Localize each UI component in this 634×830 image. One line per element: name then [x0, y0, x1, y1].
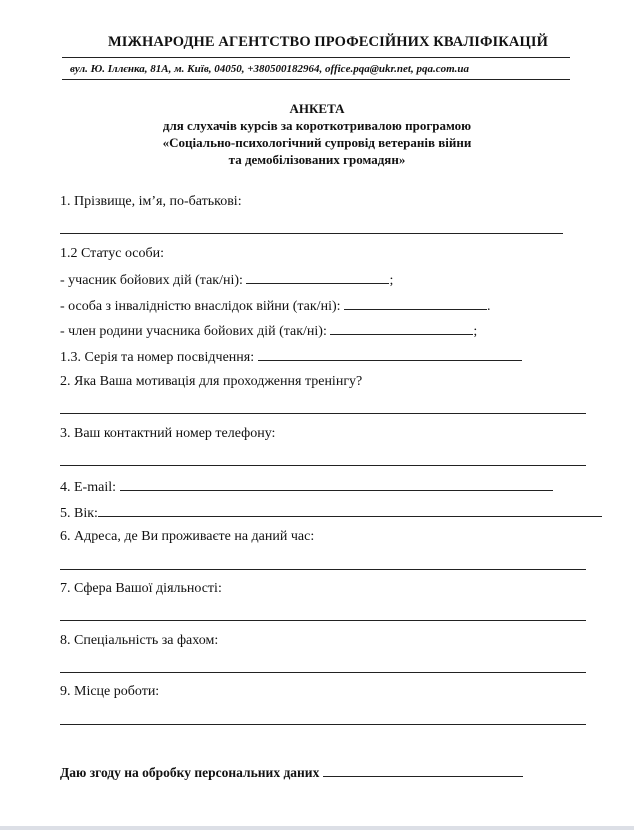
question-status: 1.2 Статус особи:: [60, 246, 165, 261]
header-rule-bottom: [62, 79, 570, 80]
page-bottom-edge: [0, 826, 634, 830]
question-address: 6. Адреса, де Ви проживаєте на даний час:: [60, 529, 315, 544]
organization-name: МІЖНАРОДНЕ АГЕНТСТВО ПРОФЕСІЙНИХ КВАЛІФІКАЦІЙ: [108, 34, 548, 50]
status-combatant-end: ;: [389, 273, 394, 288]
address-input-line[interactable]: [60, 569, 586, 570]
question-email: 4. E-mail:: [60, 480, 120, 495]
consent-row: [60, 763, 523, 781]
question-specialty: 8. Спеціальність за фахом:: [60, 633, 219, 648]
full-name-input-line[interactable]: [60, 233, 563, 234]
status-disability-end: .: [487, 299, 491, 314]
workplace-input-line[interactable]: [60, 724, 586, 725]
status-combatant-row: [60, 270, 393, 290]
question-age: 5. Вік:: [60, 506, 98, 521]
status-disability-label: - особа з інвалідністю внаслідок війни (так/ні):: [60, 299, 345, 314]
organization-address: вул. Ю. Іллєнка, 81А, м. Київ, 04050, +380500182964, office.pqa@ukr.net, pqa.com.ua: [70, 63, 470, 75]
consent-label: Даю згоду на обробку персональних даних: [60, 765, 323, 780]
question-workplace: 9. Місце роботи:: [60, 684, 160, 699]
form-subtitle-2: «Соціально-психологічний супровід ветеранів війни: [162, 135, 472, 150]
specialty-input-line[interactable]: [60, 672, 586, 673]
form-title: АНКЕТА: [289, 101, 345, 116]
email-row: [60, 477, 553, 497]
age-row: [60, 503, 602, 523]
form-subtitle-3: та демобілізованих громадян»: [228, 152, 406, 167]
phone-input-line[interactable]: [60, 465, 586, 466]
email-input-line[interactable]: [120, 477, 553, 491]
header-rule-top: [62, 57, 570, 58]
age-input-line[interactable]: [98, 503, 602, 517]
status-family-end: ;: [473, 324, 478, 339]
motivation-input-line[interactable]: [60, 413, 586, 414]
consent-signature-line[interactable]: [323, 763, 523, 777]
question-full-name: 1. Прізвище, ім’я, по-батькові:: [60, 194, 242, 209]
status-combatant-input-line[interactable]: [246, 270, 389, 284]
status-disability-row: [60, 296, 491, 316]
certificate-input-line[interactable]: [258, 347, 522, 361]
question-activity: 7. Сфера Вашої діяльності:: [60, 581, 222, 596]
status-combatant-label: - учасник бойових дій (так/ні):: [60, 273, 247, 288]
status-disability-input-line[interactable]: [344, 296, 487, 310]
status-family-row: [60, 321, 477, 341]
question-certificate: 1.3. Серія та номер посвідчення:: [60, 350, 258, 365]
form-subtitle-1: для слухачів курсів за короткотривалою програмою: [162, 118, 472, 133]
status-family-label: - член родини учасника бойових дій (так/ні):: [60, 324, 331, 339]
question-phone: 3. Ваш контактний номер телефону:: [60, 426, 276, 441]
question-motivation: 2. Яка Ваша мотивація для проходження тренінгу?: [60, 374, 363, 389]
certificate-row: [60, 347, 522, 367]
status-family-input-line[interactable]: [330, 321, 473, 335]
activity-input-line[interactable]: [60, 620, 586, 621]
